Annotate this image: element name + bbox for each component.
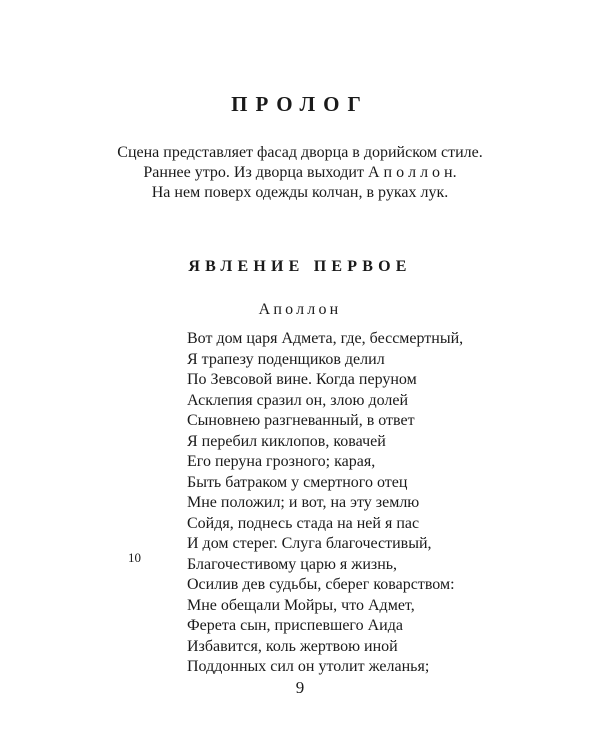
verse-line: Я перебил киклопов, ковачей: [187, 432, 386, 450]
verse-line: Осилив дев судьбы, сберег коварством:: [187, 576, 455, 593]
verse-line: Сыновнею разгневанный, в ответ: [187, 412, 415, 429]
verse-line: Поддонных сил он утолит желанья;: [187, 658, 430, 675]
verse-line: И дом стерег. Слуга благочестивый,: [187, 535, 432, 552]
verse-line: По Зевсовой вине. Когда перуном: [187, 371, 417, 388]
verse-line: Избавится, коль жертвою иной: [187, 637, 398, 655]
stage-direction-line: На нем поверх одежды колчан, в руках лук.: [151, 184, 449, 201]
stage-directions: [0, 143, 600, 203]
speaker-name: Аполлон: [258, 301, 342, 318]
verse-line: Мне обещали Мойры, что Адмет,: [187, 596, 415, 614]
stage-direction-line: Сцена представляет фасад дворца в дорийском стиле.: [117, 144, 483, 161]
page-number: 9: [295, 678, 305, 697]
prologue-title: ПРОЛОГ: [231, 92, 369, 116]
scene-title: ЯВЛЕНИЕ ПЕРВОЕ: [188, 258, 412, 275]
verse-line: Ферета сын, приспевшего Аида: [187, 617, 403, 634]
line-number-marker: 10: [128, 550, 141, 565]
verse-line: Благочестивому царю я жизнь,: [187, 555, 398, 573]
verse-line: Мне положил; и вот, на эту землю: [187, 494, 420, 511]
verse-line: Вот дом царя Адмета, где, бессмертный,: [187, 330, 464, 347]
verse-line: Быть батраком у смертного отец: [187, 473, 408, 491]
verse-line: Я трапезу поденщиков делил: [187, 350, 385, 368]
stage-direction-line: Раннее утро. Из дворца выходит А п о л л о н.: [143, 164, 457, 181]
verse-line: Сойдя, поднесь стада на ней я пас: [187, 514, 420, 532]
verse-line: Асклепия сразил он, злою долей: [187, 391, 409, 409]
verse-block: [187, 329, 517, 678]
verse-line: Его перуна грозного; карая,: [187, 453, 376, 470]
